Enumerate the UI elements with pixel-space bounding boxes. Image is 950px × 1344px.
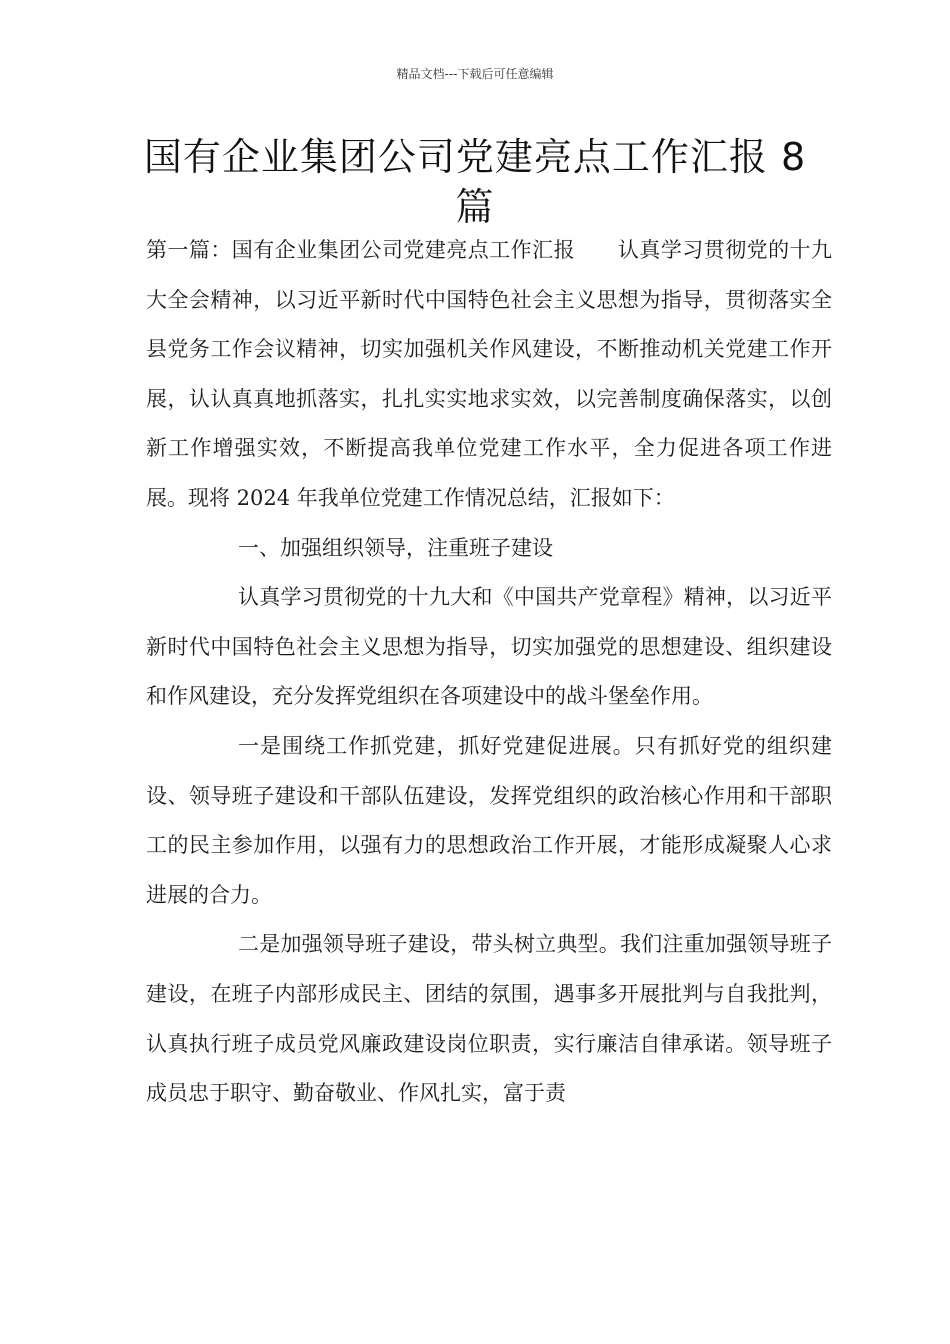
- paragraph-intro: 第一篇：国有企业集团公司党建亮点工作汇报 认真学习贯彻党的十九大全会精神，以习近平新时代中国特色社会主义思想为指导，贯彻落实全县党务工作会议精神，切实加强机关作风建设，不断推动机关党建工作开展，认认真真地抓落实，扎扎实实地求实效，以完善制度确保落实，以创新工作增强实效，不断提高我单位党建工作水平，全力促进各项工作进展。现将 2024 年我单位党建工作情况总结，汇报如下：: [146, 238, 832, 510]
- paragraph: 一是围绕工作抓党建，抓好党建促进展。只有抓好党的组织建设、领导班子建设和干部队伍建设，发挥党组织的政治核心作用和干部职工的民主参加作用，以强有力的思想政治工作开展，才能形成凝聚人心求进展的合力。: [146, 733, 832, 907]
- paragraph: 二是加强领导班子建设，带头树立典型。我们注重加强领导班子建设，在班子内部形成民主、团结的氛围，遇事多开展批判与自我批判，认真执行班子成员党风廉政建设岗位职责，实行廉洁自律承诺。领导班子成员忠于职守、勤奋敬业、作风扎实，富于责: [146, 932, 832, 1106]
- paragraph: 认真学习贯彻党的十九大和《中国共产党章程》精神，以习近平新时代中国特色社会主义思想为指导，切实加强党的思想建设、组织建设和作风建设，充分发挥党组织在各项建设中的战斗堡垒作用。: [146, 585, 832, 709]
- document-body: [146, 226, 832, 1119]
- section-heading: 一、加强组织领导，注重班子建设: [238, 535, 553, 560]
- document-title: 国有企业集团公司党建亮点工作汇报 8 篇: [143, 135, 807, 229]
- page-header: 精品文档---下载后可任意编辑: [396, 67, 554, 81]
